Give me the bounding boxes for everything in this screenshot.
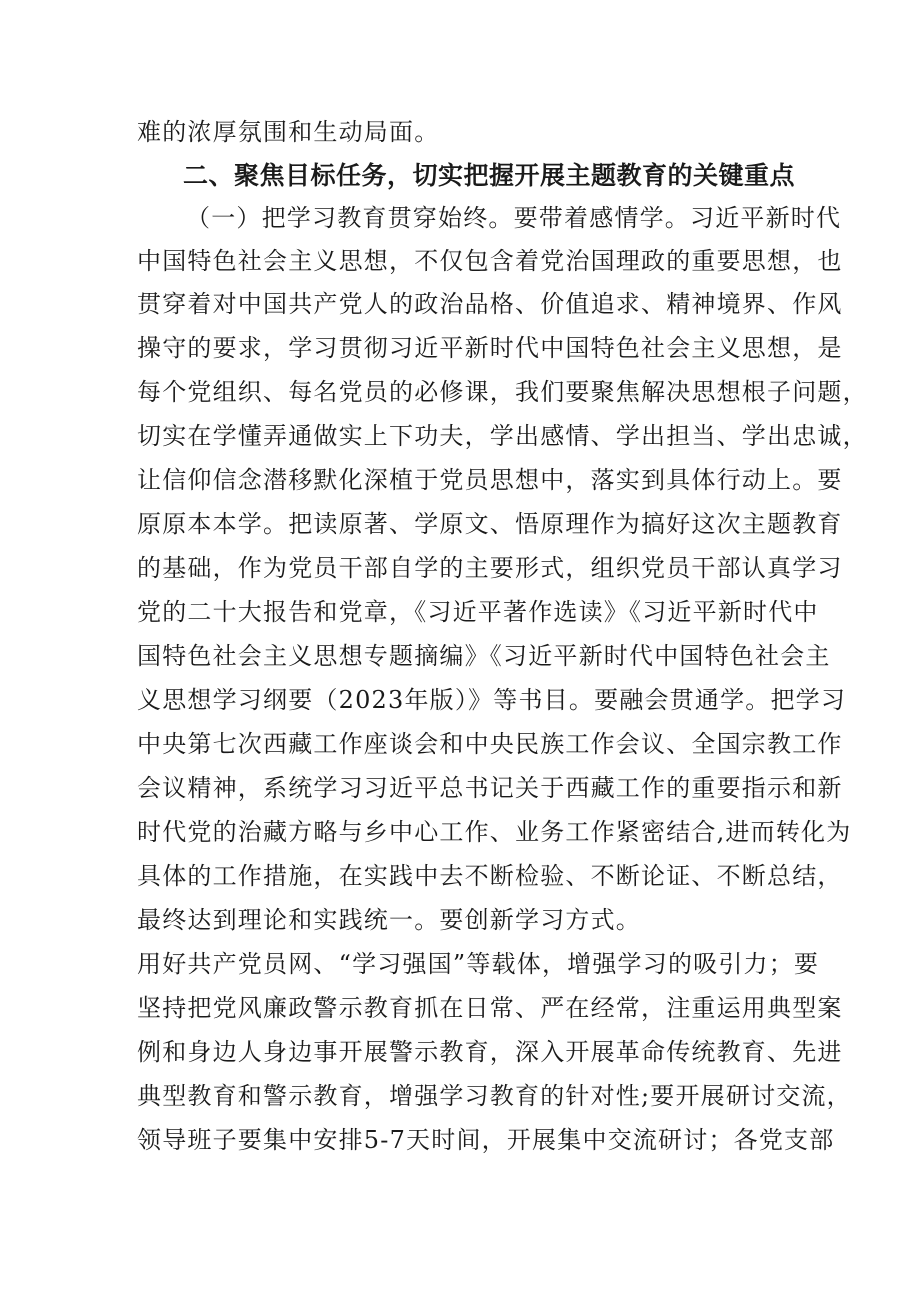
paragraph-line: 党的二十大报告和党章，《习近平著作选读》《习近平新时代中 xyxy=(137,598,819,626)
paragraph-line: 义思想学习纲要（2023年版）》等书目。要融会贯通学。把学习 xyxy=(137,686,847,714)
paragraph-line: 典型教育和警示教育，增强学习教育的针对性;要开展研讨交流， xyxy=(137,1082,852,1110)
section-heading: 二、聚焦目标任务，切实把握开展主题教育的关键重点 xyxy=(183,161,796,190)
paragraph-line: 会议精神，系统学习习近平总书记关于西藏工作的重要指示和新 xyxy=(137,774,843,802)
paragraph-line: 中国特色社会主义思想，不仅包含着党治国理政的重要思想，也 xyxy=(137,247,843,275)
paragraph-line: 的基础，作为党员干部自学的主要形式，组织党员干部认真学习 xyxy=(137,554,843,582)
paragraph-line: 坚持把党风廉政警示教育抓在日常、严在经常，注重运用典型案 xyxy=(137,994,843,1022)
paragraph-line: 具体的工作措施，在实践中去不断检验、不断论证、不断总结， xyxy=(137,862,843,890)
paragraph-line: 切实在学懂弄通做实上下功夫，学出感情、学出担当、学出忠诚， xyxy=(137,422,868,450)
paragraph-line: 中央第七次西藏工作座谈会和中央民族工作会议、全国宗教工作 xyxy=(137,730,843,758)
paragraph-line: 用好共产党员网、“学习强国”等载体，增强学习的吸引力；要 xyxy=(137,950,820,978)
paragraph-line: 操守的要求，学习贯彻习近平新时代中国特色社会主义思想，是 xyxy=(137,334,843,362)
paragraph-line: 每个党组织、每名党员的必修课，我们要聚焦解决思想根子问题， xyxy=(137,378,868,406)
paragraph-line: 时代党的治藏方略与乡中心工作、业务工作紧密结合,进而转化为 xyxy=(137,818,852,846)
paragraph-line: （一）把学习教育贯穿始终。要带着感情学。习近平新时代 xyxy=(186,204,842,232)
paragraph-line: 领导班子要集中安排5-7天时间，开展集中交流研讨；各党支部 xyxy=(137,1126,835,1154)
paragraph-line: 难的浓厚氛围和生动局面。 xyxy=(137,118,440,146)
paragraph-line: 让信仰信念潜移默化深植于党员思想中，落实到具体行动上。要 xyxy=(137,466,843,494)
paragraph-line: 例和身边人身边事开展警示教育，深入开展革命传统教育、先进 xyxy=(137,1038,843,1066)
paragraph-line: 原原本本学。把读原著、学原文、悟原理作为搞好这次主题教育 xyxy=(137,510,843,538)
paragraph-line: 国特色社会主义思想专题摘编》《习近平新时代中国特色社会主 xyxy=(137,642,831,670)
paragraph-line: 最终达到理论和实践统一。要创新学习方式。 xyxy=(137,906,641,934)
paragraph-line: 贯穿着对中国共产党人的政治品格、价值追求、精神境界、作风 xyxy=(137,290,843,318)
